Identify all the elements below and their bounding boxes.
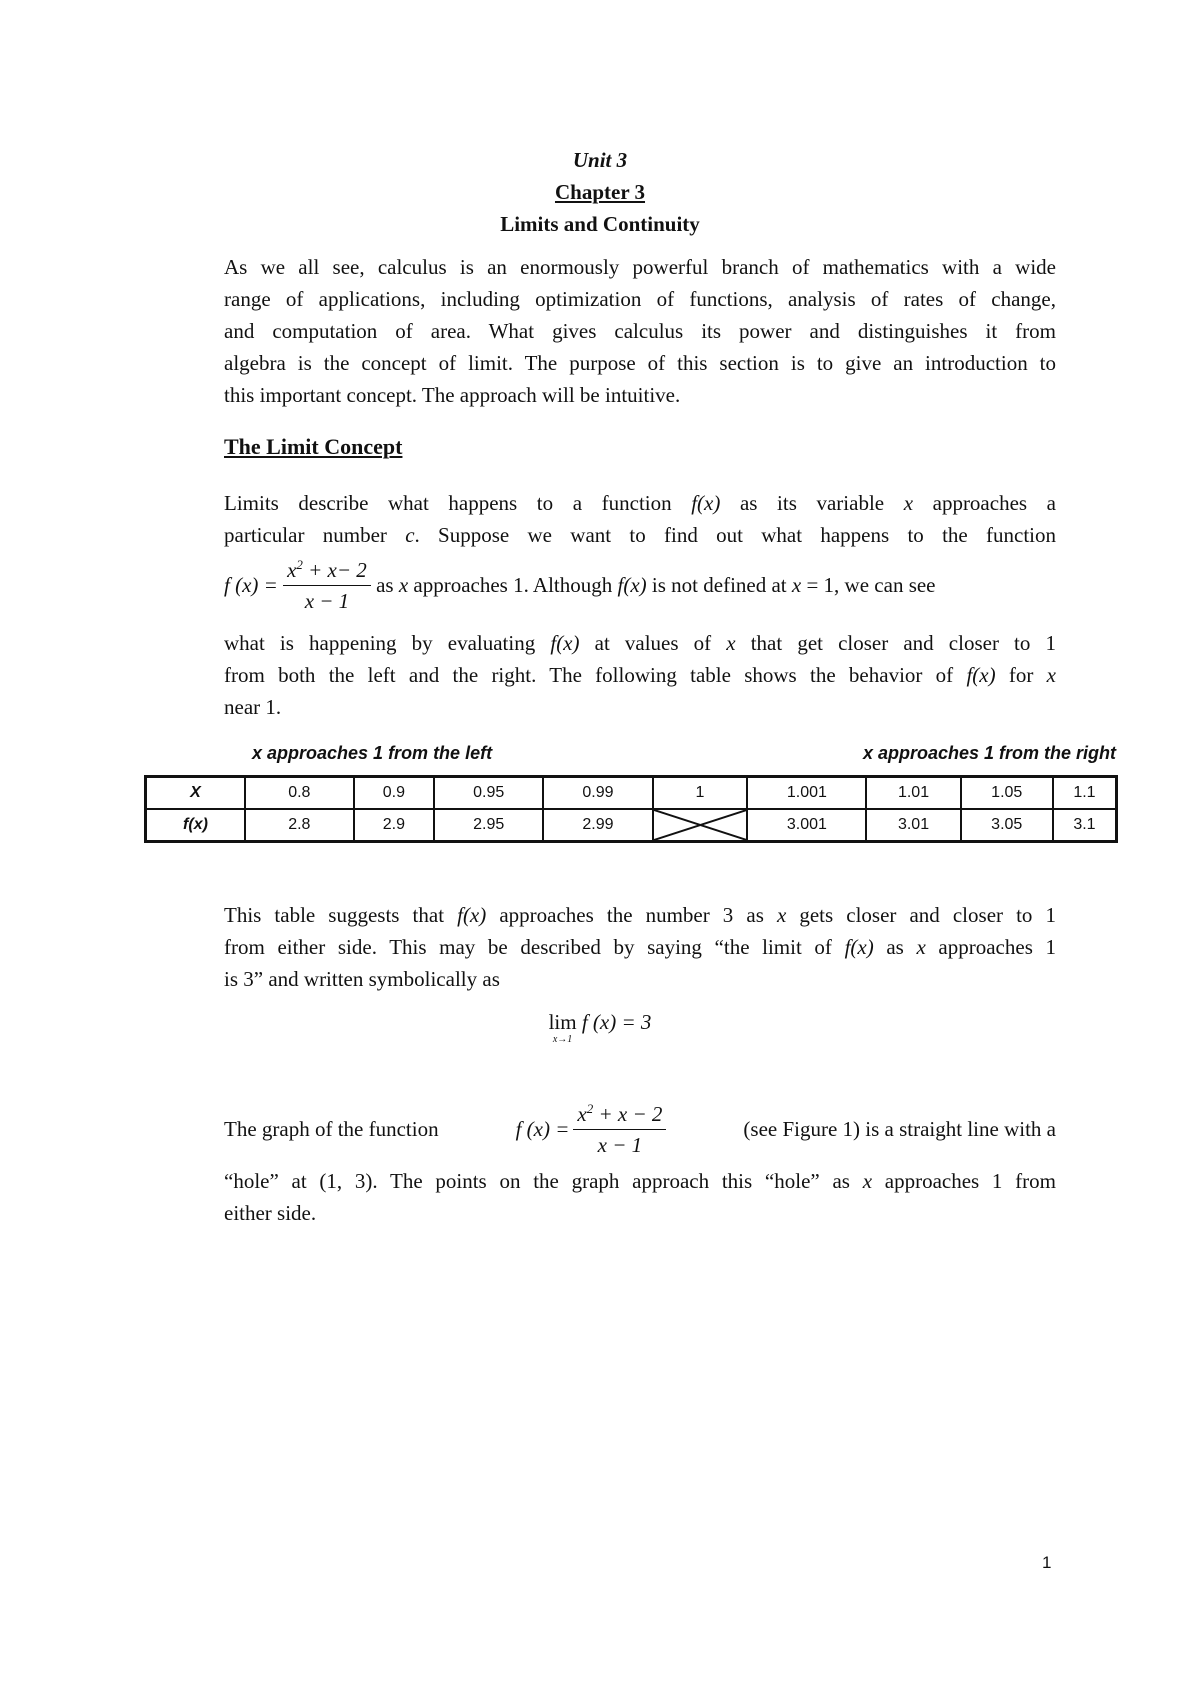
caption-right: x approaches 1 from the right	[862, 743, 1116, 763]
limit-paragraph-cont	[224, 627, 1056, 723]
unit-title: Unit 3	[572, 148, 628, 172]
formula-fraction: $\frac{x^2 + x- 2}{x - 1}$	[283, 557, 371, 614]
table-cell: 2.99	[543, 809, 652, 842]
formula-lhs: f (x) =	[224, 573, 278, 597]
limit-line: what is happening by evaluating f(x) at values of x that get closer and closer to 1	[224, 631, 1056, 655]
limit-line: particular number c. Suppose we want to find out what happens to the function	[224, 523, 1056, 547]
heading-block	[0, 144, 1200, 240]
conclusion-line: from either side. This may be described by saying “the limit of f(x) as x approaches 1	[224, 935, 1056, 959]
graph-paragraph	[224, 1093, 1056, 1229]
intro-line: range of applications, including optimization of functions, analysis of rates of change,	[224, 287, 1056, 311]
graph-line: The graph of the function f (x) = $\frac{x^2 + x - 2}{x - 1}$ (see Figure 1) is a straight line with a	[224, 1100, 1056, 1157]
intro-line: As we all see, calculus is an enormously powerful branch of mathematics with a wide	[224, 255, 1056, 279]
lim-operator: lim x→1	[548, 1010, 577, 1045]
graph-fraction: $\frac{x^2 + x - 2}{x - 1}$	[573, 1101, 666, 1158]
function-formula-line	[224, 557, 1056, 621]
table-cell: 1.01	[866, 777, 960, 810]
limit-line: Limits describe what happens to a function f(x) as its variable x approaches a	[224, 491, 1056, 515]
table-cell: 3.05	[961, 809, 1053, 842]
table-cell: 0.95	[434, 777, 543, 810]
section-heading: The Limit Concept	[224, 434, 403, 459]
chapter-subtitle: Limits and Continuity	[500, 212, 700, 236]
table-cell: f(x)	[146, 809, 245, 842]
limit-line: from both the left and the right. The following table shows the behavior of f(x) for x	[224, 663, 1056, 687]
table-cell: 3.001	[747, 809, 866, 842]
cross-mark-icon	[654, 810, 747, 840]
table-cell: 3.1	[1053, 809, 1117, 842]
chapter-title: Chapter 3	[554, 180, 646, 204]
limit-equation	[0, 1010, 1200, 1046]
table-cell: 2.9	[354, 809, 434, 842]
caption-left: x approaches 1 from the left	[252, 743, 493, 763]
table-cell: 1	[653, 777, 748, 810]
undefined-cross-cell	[653, 809, 748, 842]
table-cell: 3.01	[866, 809, 960, 842]
graph-line: either side.	[224, 1201, 317, 1225]
table-cell: X	[146, 777, 245, 810]
table-cell: 1.001	[747, 777, 866, 810]
conclusion-line: is 3” and written symbolically as	[224, 967, 500, 991]
conclusion-line: This table suggests that f(x) approaches the number 3 as x gets closer and closer to 1	[224, 903, 1056, 927]
table-cell: 1.05	[961, 777, 1053, 810]
table-cell: 0.9	[354, 777, 434, 810]
table-row-x	[146, 777, 1117, 810]
conclusion-paragraph	[224, 899, 1056, 995]
table-cell: 2.8	[245, 809, 354, 842]
intro-line: algebra is the concept of limit. The purpose of this section is to give an introduction to	[224, 351, 1056, 375]
values-table	[144, 775, 1118, 843]
table-cell: 1.1	[1053, 777, 1117, 810]
intro-line: this important concept. The approach will be intuitive.	[224, 383, 681, 407]
table-row-fx	[146, 809, 1117, 842]
table-cell: 0.8	[245, 777, 354, 810]
graph-line: “hole” at (1, 3). The points on the graph approach this “hole” as x approaches 1 from	[224, 1169, 1056, 1193]
intro-line: and computation of area. What gives calculus its power and distinguishes it from	[224, 319, 1056, 343]
formula-text: as x approaches 1. Although f(x) is not defined at x = 1, we can see	[376, 573, 936, 597]
limit-expression: f (x) = 3	[576, 1010, 652, 1034]
limit-paragraph	[224, 487, 1056, 551]
table-cell: 2.95	[434, 809, 543, 842]
table-cell: 0.99	[543, 777, 652, 810]
limit-line: near 1.	[224, 695, 282, 719]
page-number: 1	[1042, 1553, 1052, 1572]
intro-paragraph	[224, 251, 1056, 411]
